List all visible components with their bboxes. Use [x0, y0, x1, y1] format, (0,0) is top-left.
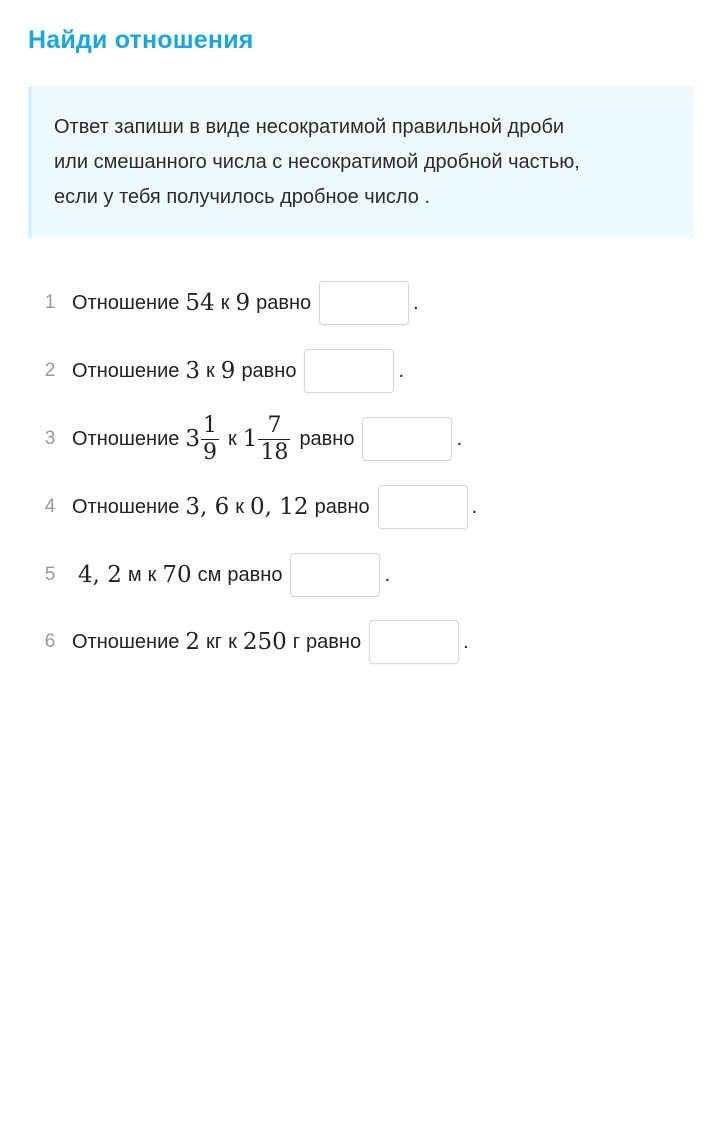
task-prefix: Отношение — [72, 291, 180, 314]
page-title: Найди отношения — [28, 26, 254, 54]
task-row — [0, 618, 720, 666]
task-value-b: 250 — [242, 629, 287, 655]
task-suffix: равно — [306, 630, 362, 653]
task-row — [0, 412, 720, 465]
task-prefix: Отношение — [72, 359, 180, 382]
task-unit-a: м — [127, 563, 142, 586]
task-unit-b: см — [197, 563, 222, 586]
task-row — [0, 551, 720, 599]
fraction-a — [201, 413, 219, 466]
task-value-b: 70 — [162, 562, 192, 588]
task-connector: к — [220, 291, 230, 314]
answer-input-5[interactable] — [290, 553, 380, 597]
task-value-b: 0, 12 — [250, 494, 309, 520]
task-number: 2 — [44, 360, 56, 381]
task-connector: к — [147, 563, 157, 586]
task-prefix: Отношение — [72, 427, 180, 450]
fraction-numerator: 1 — [203, 412, 218, 438]
task-number: 1 — [44, 292, 56, 313]
fraction-b — [258, 413, 290, 466]
task-period: . — [456, 427, 463, 450]
task-value-b: 9 — [220, 358, 236, 384]
answer-input-2[interactable] — [304, 349, 394, 393]
answer-input-3[interactable] — [362, 417, 452, 461]
task-number: 6 — [44, 631, 56, 652]
task-period: . — [384, 563, 391, 586]
task-number: 5 — [44, 564, 56, 585]
task-suffix: равно — [299, 427, 355, 450]
answer-input-4[interactable] — [378, 485, 468, 529]
task-period: . — [471, 495, 478, 518]
task-value-a: 3 — [185, 358, 201, 384]
task-value-b: 9 — [235, 290, 251, 316]
task-number: 3 — [44, 428, 56, 449]
task-suffix: равно — [314, 495, 370, 518]
task-prefix: Отношение — [72, 495, 180, 518]
task-row — [0, 483, 720, 531]
fraction-denominator: 18 — [260, 439, 289, 465]
fraction-numerator: 7 — [267, 412, 282, 438]
instruction-line: если у тебя получилось дробное число . — [54, 186, 431, 208]
instruction-line: или смешанного числа с несократимой дробной частью, — [54, 151, 580, 173]
task-value-a: 2 — [185, 629, 201, 655]
task-connector: к — [235, 495, 245, 518]
task-connector: к — [206, 359, 215, 382]
task-value-a: 3, 6 — [185, 494, 230, 520]
task-connector: к — [228, 427, 237, 450]
task-suffix: равно — [256, 291, 312, 314]
task-unit-b: г — [292, 630, 301, 653]
task-prefix: Отношение — [72, 630, 180, 653]
task-suffix: равно — [241, 359, 297, 382]
task-unit-a: кг — [206, 630, 223, 653]
task-row — [0, 347, 720, 395]
task-suffix: равно — [227, 563, 283, 586]
answer-input-6[interactable] — [369, 620, 459, 664]
task-period: . — [413, 291, 419, 314]
fraction-denominator: 9 — [203, 439, 218, 465]
task-value-a: 54 — [185, 290, 215, 316]
task-number: 4 — [44, 496, 56, 517]
task-row — [0, 279, 720, 327]
task-period: . — [463, 630, 469, 653]
instruction-box — [28, 86, 694, 238]
task-connector: к — [228, 630, 237, 653]
mixed-number-b-whole: 1 — [242, 426, 258, 452]
task-value-a: 4, 2 — [78, 562, 122, 588]
instruction-line: Ответ запиши в виде несократимой правильной дроби — [54, 116, 565, 138]
answer-input-1[interactable] — [319, 281, 409, 325]
task-period: . — [398, 359, 405, 382]
mixed-number-a-whole: 3 — [185, 426, 201, 452]
